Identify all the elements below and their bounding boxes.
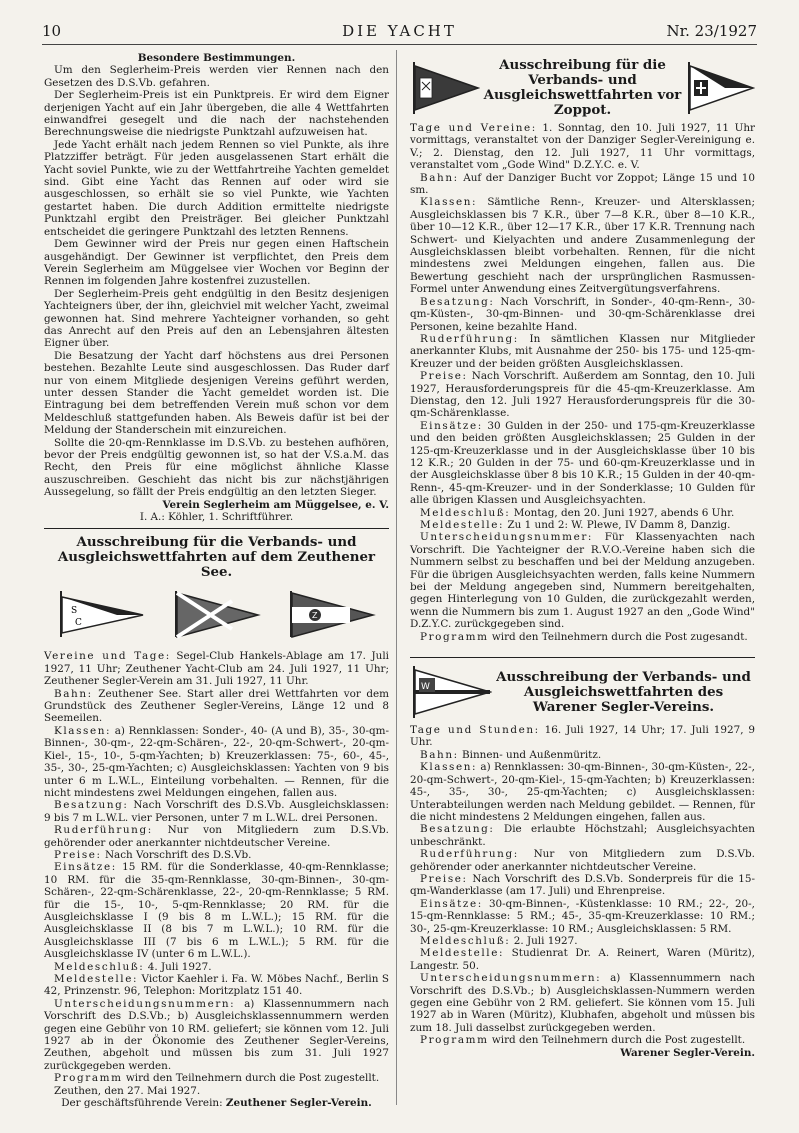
column-divider — [396, 50, 397, 1105]
paragraph: Sollte die 20-qm-Rennklasse im D.S.Vb. zu bestehen aufhören, bevor der Preis endgültig gewonnen ist, so hat der V.S.a.M. das Recht, den Preis für eine möglichst ähnliche Klasse auszuschreiben. Geschieht das nicht bis zur nächstjährigen Aussegelung, so fällt der Preis endgültig an den letzten Sieger. — [44, 436, 389, 499]
signature: Warener Segler-Verein. — [620, 1046, 755, 1059]
pennant-cross-icon — [172, 589, 262, 639]
left-column: Besondere Bestimmungen. Um den Seglerheim-Preis werden vier Rennen nach den Gesetzen des D.S.Vb. gefahren. Der Seglerheim-Preis ist ein Punktpreis. Er wird dem Eigner derjenigen Yacht auf ein Jahr übergeben, die alle 4 Wettfahrten einwandfrei gesegelt und die nach der nachstehenden Berechnungsweise die niedrigste Punktzahl aufzuweisen hat. Jede Yacht erhält nach jedem Rennen so viel Punkte, als ihre Platzziffer beträgt. Für jeden ausgelassenen Start erhält die Yacht soviel Punkte, wie zu der Wettfahrtreihe Yachten gemeldet sind. Gibt eine Yacht das Rennen auf oder wird sie ausgeschlossen, so erhält sie so viel Punkte, wie Yachten gestartet haben. Die durch Addition ermittelte niedrigste Punktzahl ergibt den Preisträger. Bei gleicher Punktzahl entscheidet die geringere Punktzahl des letzten Rennens. Dem Gewinner wird der Preis nur gegen einen Haftschein ausgehändigt. Der Gewinner ist verpflichtet, den Preis dem Verein Seglerheim am Müggelsee vier Wochen vor Beginn der Rennen im folgenden Jahre kostenfrei zuzustellen. Der Seglerheim-Preis geht endgültig in den Besitz desjenigen Yachteigners über, der ihn, gleichviel mit welcher Yacht, zweimal gewonnen hat. Sind mehrere Yachteigner vorhanden, so geht das Anrecht auf den Preis auf den an Lebensjahren ältesten Eigner über. Die Besatzung der Yacht darf höchstens aus drei Personen bestehen. Bezahlte Leute sind ausgeschlossen. Das Ruder darf nur von einem Mitgliede desjenigen Vereins geführt werden, unter dessen Stander die Yacht gemeldet worden ist. Die Eintragung bei dem betreffenden Verein muß schon vor dem Meldeschluß stattgefunden haben. Als Beweis dafür ist bei der Meldung der Standerschein mit einzureichen. Sollte die 20-qm-Rennklasse im D.S.Vb. zu bestehen aufhören, bevor der Preis endgültig gewonnen ist, so hat der V.S.a.M. das Recht, den Preis für eine möglichst ähnliche Klasse auszuschreiben. Geschieht das nicht bis zur nächstjährigen Aussegelung, so fällt der Preis endgültig an den letzten Sieger. Verein Seglerheim am Müggelsee, e. V. I. A.: Köhler, 1. Schriftführer. Ausschreibung für die Verbands- und Ausgleichswettfahrten auf dem Zeuthener See. S C Z Vereine und Tage: Segel-Club Hankels-Ablage am 17. Juli 1927, 11 Uhr; Zeuthener Yacht-Club am 24. Juli 1927, 11 Uhr; Zeuthener Segler-Verein am 31. Juli 1927, 11 Uhr. Bahn: Zeuthener See. Start aller drei Wettfahrten vor dem Grundstück des Zeuthener Segler-Vereins, Länge 12 und 8 Seemeilen. Klassen: a) Rennklassen: Sonder-, 40- (A und B), 35-, 30-qm-Binnen-, 30-qm-, 22-qm-Schären-, 22-, 20-qm-Schwert-, 20-qm-Kiel-, 15-, 10-, 5-qm-Yachten; b) Kreuzerklassen: 75-, 60-, 45-, 35-, 30-, 25-qm-Yachten; c) Ausgleichsklassen: Yachten von 9 bis unter 6 m L.W.L., Einteilung vorbehalten. — Rennen, für die nicht mindestens zwei Meldungen eingehen, fallen aus. Besatzung: Nach Vorschrift des D.S.Vb. Ausgleichsklassen: 9 bis 7 m L.W.L. vier Personen, unter 7 m L.W.L. drei Personen. Ruderführung: Nur von Mitgliedern zum D.S.Vb. gehörender oder anerkannter nichtdeutscher Vereine. Preise: Nach Vorschrift des D.S.Vb. Einsätze: 15 RM. für die Sonderklasse, 40-qm-Rennklasse; 10 RM. für die 35-qm-Rennklasse, 30-qm-Binnen-, 30-qm-Schären-, 22-qm-Schärenklasse, 22-, 20-qm-Rennklasse; 5 RM. für die 15-, 10-, 5-qm-Rennklasse; 20 RM. für die Ausgleichsklasse I (9 bis 8 m L.W.L.); 15 RM. für die Ausgleichsklasse II (8 bis 7 m L.W.L.); 10 RM. für die Ausgleichsklasse III (7 bis 6 m L.W.L.); 5 RM. für die Ausgleichsklasse IV (unter 6 m L.W.L.). Meldeschluß: 4. Juli 1927. Meldestelle: Victor Kaehler i. Fa. W. Möbes Nachf., Berlin S 42, Prinzenstr. 96, Telephon: Moritzplatz 151 40. Unterscheidungsnummern: a) Klassennummern nach Vorschrift des D.S.Vb.; b) Ausgleichsklassennummern werden gegen eine Gebühr von 10 RM. geliefert; sie können vom 12. Juli 1927 ab in der Ökonomie des Zeuthener Segler-Vereins, Zeuthen, abgeholt und müssen bis zum 31. Juli 1927 zurückgegeben werden. Programm wird den Teilnehmern durch die Post zugestellt. Zeuthen, den 27. Mai 1927. Der geschäftsführende Verein: Zeuthener Segler-Verein. — [44, 52, 389, 1110]
page-header — [42, 22, 757, 44]
pennant-z-icon — [287, 589, 377, 639]
svg-text:W: W — [421, 682, 430, 693]
zoppot-header — [410, 58, 755, 118]
pennant-gode-wind-icon — [685, 60, 755, 116]
separator — [410, 657, 755, 658]
signature-line: I. A.: Köhler, 1. Schriftführer. — [139, 511, 294, 524]
svg-text:S: S — [70, 606, 77, 617]
announcement-title: Ausschreibung für die Verbands- und Ausgleichswettfahrten vor Zoppot. — [483, 57, 682, 118]
signature: Verein Seglerheim am Müggelsee, e. V. — [162, 498, 389, 511]
magazine-title: DIE YACHT — [342, 22, 457, 40]
paragraph: Der Seglerheim-Preis ist ein Punktpreis. Er wird dem Eigner derjenigen Yacht auf ein Jahr übergeben, die alle 4 Wettfahrten einwandfrei gesegelt und die nach der nachstehenden Berechnungsweise die niedrigste Punktzahl aufzuweisen hat. — [44, 89, 389, 139]
pennant-warener-icon — [410, 664, 492, 720]
svg-text:Z: Z — [311, 611, 317, 621]
paragraph: Der Seglerheim-Preis geht endgültig in den Besitz desjenigen Yachteigners über, der ihn, gleichviel mit welcher Yacht, zweimal gewonnen hat. Sind mehrere Yachteigner vorhanden, so geht das Anrecht auf den Preis auf den an Lebensjahren ältesten Eigner über. — [44, 287, 389, 350]
pennant-danzig-icon — [410, 60, 480, 116]
svg-text:C: C — [74, 618, 82, 629]
section-heading: Besondere Bestimmungen. — [137, 52, 296, 64]
signature: Zeuthener Segler-Verein. — [225, 1097, 372, 1110]
announcement-title: Ausschreibung der Verbands- und Ausgleichswettfahrten des Warener Segler-Vereins. — [496, 668, 751, 715]
paragraph: Die Besatzung der Yacht darf höchstens aus drei Personen bestehen. Bezahlte Leute sind ausgeschlossen. Das Ruder darf nur von einem Mitgliede desjenigen Vereins geführt werden, unter dessen Stander die Yacht gemeldet worden ist. Die Eintragung bei dem betreffenden Verein muß schon vor dem Meldeschluß stattgefunden haben. Als Beweis dafür ist bei der Meldung der Standerschein mit einzureichen. — [44, 349, 389, 437]
date-line: Zeuthen, den 27. Mai 1927. — [54, 1084, 201, 1097]
pennant-sc-icon — [57, 589, 147, 639]
page-number: 10 — [42, 22, 62, 40]
waren-header — [410, 664, 755, 720]
announcement-title: Ausschreibung für die Verbands- und Ausgleichswettfahrten auf dem Zeuthener See. — [57, 534, 376, 581]
paragraph: Segel-Club Hankels-Ablage am 17. Juli 1927, 11 Uhr; Zeuthener Yacht-Club am 24. Juli 1927, 11 Uhr; Zeuthener Segler-Verein am 31. Juli 1927, 11 Uhr. — [44, 650, 389, 688]
paragraph: Um den Seglerheim-Preis werden vier Rennen nach den Gesetzen des D.S.Vb. gefahren. — [44, 64, 389, 89]
issue-number: Nr. 23/1927 — [666, 22, 757, 40]
paragraph: Jede Yacht erhält nach jedem Rennen so viel Punkte, als ihre Platzziffer beträgt. Für jeden ausgelassenen Start erhält die Yacht soviel Punkte, wie zu der Wettfahrtreihe Yachten gemeldet sind. Gibt eine Yacht das Rennen auf oder wird sie ausgeschlossen, so erhält sie so viel Punkte, wie Yachten gestartet haben. Die durch Addition ermittelte niedrigste Punktzahl ergibt den Preisträger. Bei gleicher Punktzahl entscheidet die geringere Punktzahl des letzten Rennens. — [44, 138, 389, 238]
pennant-row — [44, 584, 389, 644]
separator — [44, 528, 389, 529]
header-rule — [42, 44, 757, 45]
paragraph: Dem Gewinner wird der Preis nur gegen einen Haftschein ausgehändigt. Der Gewinner ist verpflichtet, den Preis dem Verein Seglerheim am Müggelsee vier Wochen vor Beginn der Rennen im folgenden Jahre kostenfrei zuzustellen. — [44, 238, 389, 288]
right-column: Ausschreibung für die Verbands- und Ausgleichswettfahrten vor Zoppot. Tage und Vereine: 1. Sonntag, den 10. Juli 1927, 11 Uhr vormittags, veranstaltet von der Danziger Segler-Vereinigung e. V.; 2. Dienstag, den 12. Juli 1927, 11 Uhr vormittags, veranstaltet vom „Gode Wind" D.Z.Y.C. e. V. Bahn: Auf der Danziger Bucht vor Zoppot; Länge 15 und 10 sm. Klassen: Sämtliche Renn-, Kreuzer- und Altersklassen; Ausgleichsklassen bis 7 K.R., über 7—8 K.R., über 8—10 K.R., über 10—12 K.R., über 12—17 K.R., über 17 K.R. Trennung nach Schwert- und Kielyachten und andere Zusammenlegung der Ausgleichsklassen bleibt vorbehalten. Rennen, für die nicht mindestens zwei Meldungen eingehen, fallen aus. Die Bewertung geschieht nach der ursprünglichen Rasmussen-Formel unter Anwendung eines Zeitvergütungsverfahrens. Besatzung: Nach Vorschrift, in Sonder-, 40-qm-Renn-, 30-qm-Küsten-, 30-qm-Binnen- und 30-qm-Schärenklasse drei Personen, keine bezahlte Hand. Ruderführung: In sämtlichen Klassen nur Mitglieder anerkannter Klubs, mit Ausnahme der 250- bis 175- und 125-qm-Kreuzer und der beiden größten Ausgleichsklassen. Preise: Nach Vorschrift. Außerdem am Sonntag, den 10. Juli 1927, Herausforderungspreis für die 45-qm-Kreuzerklasse. Am Dienstag, den 12. Juli 1927 Herausforderungspreis für die 30-qm-Schärenklasse. Einsätze: 30 Gulden in der 250- und 175-qm-Kreuzerklasse und den beiden größten Ausgleichsklassen; 25 Gulden in der 125-qm-Kreuzerklasse und in der Ausgleichsklasse über 10 bis 12 K.R.; 20 Gulden in der 75- und 60-qm-Kreuzerklasse und in der Ausgleichsklasse über 8 bis 10 K.R.; 15 Gulden in der 40-qm-Renn-, 45-qm-Kreuzer- und in der Sonderklasse; 10 Gulden für alle übrigen Klassen und Ausgleichsyachten. Meldeschluß: Montag, den 20. Juni 1927, abends 6 Uhr. Meldestelle: Zu 1 und 2: W. Plewe, IV Damm 8, Danzig. Unterscheidungsnummer: Für Klassenyachten nach Vorschrift. Die Yachteigner der R.V.O.-Vereine haben sich die Nummern selbst zu beschaffen und bei der Meldung anzugeben. Für die übrigen Ausgleichsyachten werden, falls keine Nummern bei der Meldung angegeben sind, Nummern bereitgehalten, gegen Hinterlegung von 10 Gulden, die zurückgezahlt werden, wenn die Nummern bis zum 1. August 1927 an den „Gode Wind" D.Z.Y.C. zurückgegeben sind. Programm wird den Teilnehmern durch die Post zugesandt. W Ausschreibung der Verbands- und Ausgleichswettfahrten des Warener Segler-Vereins. Tage und Stunden: 16. Juli 1927, 14 Uhr; 17. Juli 1927, 9 Uhr. Bahn: Binnen- und Außenmüritz. Klassen: a) Rennklassen: 30-qm-Binnen-, 30-qm-Küsten-, 22-, 20-qm-Schwert-, 20-qm-Kiel-, 15-qm-Yachten; b) Kreuzerklassen: 45-, 35-, 30-, 25-qm-Yachten; c) Ausgleichsklassen: Unterabteilungen werden nach Meldung gebildet. — Rennen, für die nicht mindestens 2 Meldungen eingehen, fallen aus. Besatzung: Die erlaubte Höchstzahl; Ausgleichsyachten unbeschränkt. Ruderführung: Nur von Mitgliedern zum D.S.Vb. gehörender oder anerkannter nichtdeutscher Vereine. Preise: Nach Vorschrift des D.S.Vb. Sonderpreis für die 15-qm-Wanderklasse (am 17. Juli) und Ehrenpreise. Einsätze: 30-qm-Binnen-, -Küstenklasse: 10 RM.; 22-, 20-, 15-qm-Rennklasse: 5 RM.; 45-, 35-qm-Kreuzerklasse: 10 RM.; 30-, 25-qm-Kreuzerklasse: 10 RM.; Ausgleichsklassen: 5 RM. Meldeschluß: 2. Juli 1927. Meldestelle: Studienrat Dr. A. Reinert, Waren (Müritz), Langestr. 50. Unterscheidungsnummern: a) Klassennummern nach Vorschrift des D.S.Vb.; b) Ausgleichsklassen-Nummern werden gegen eine Gebühr von 2 RM. geliefert. Sie können vom 15. Juli 1927 ab in Waren (Müritz), Klubhafen, abgeholt und müssen bis zum 18. Juli dasselbst zurückgegeben werden. Programm wird den Teilnehmern durch die Post zugestellt. Warener Segler-Verein. — [410, 57, 755, 1059]
